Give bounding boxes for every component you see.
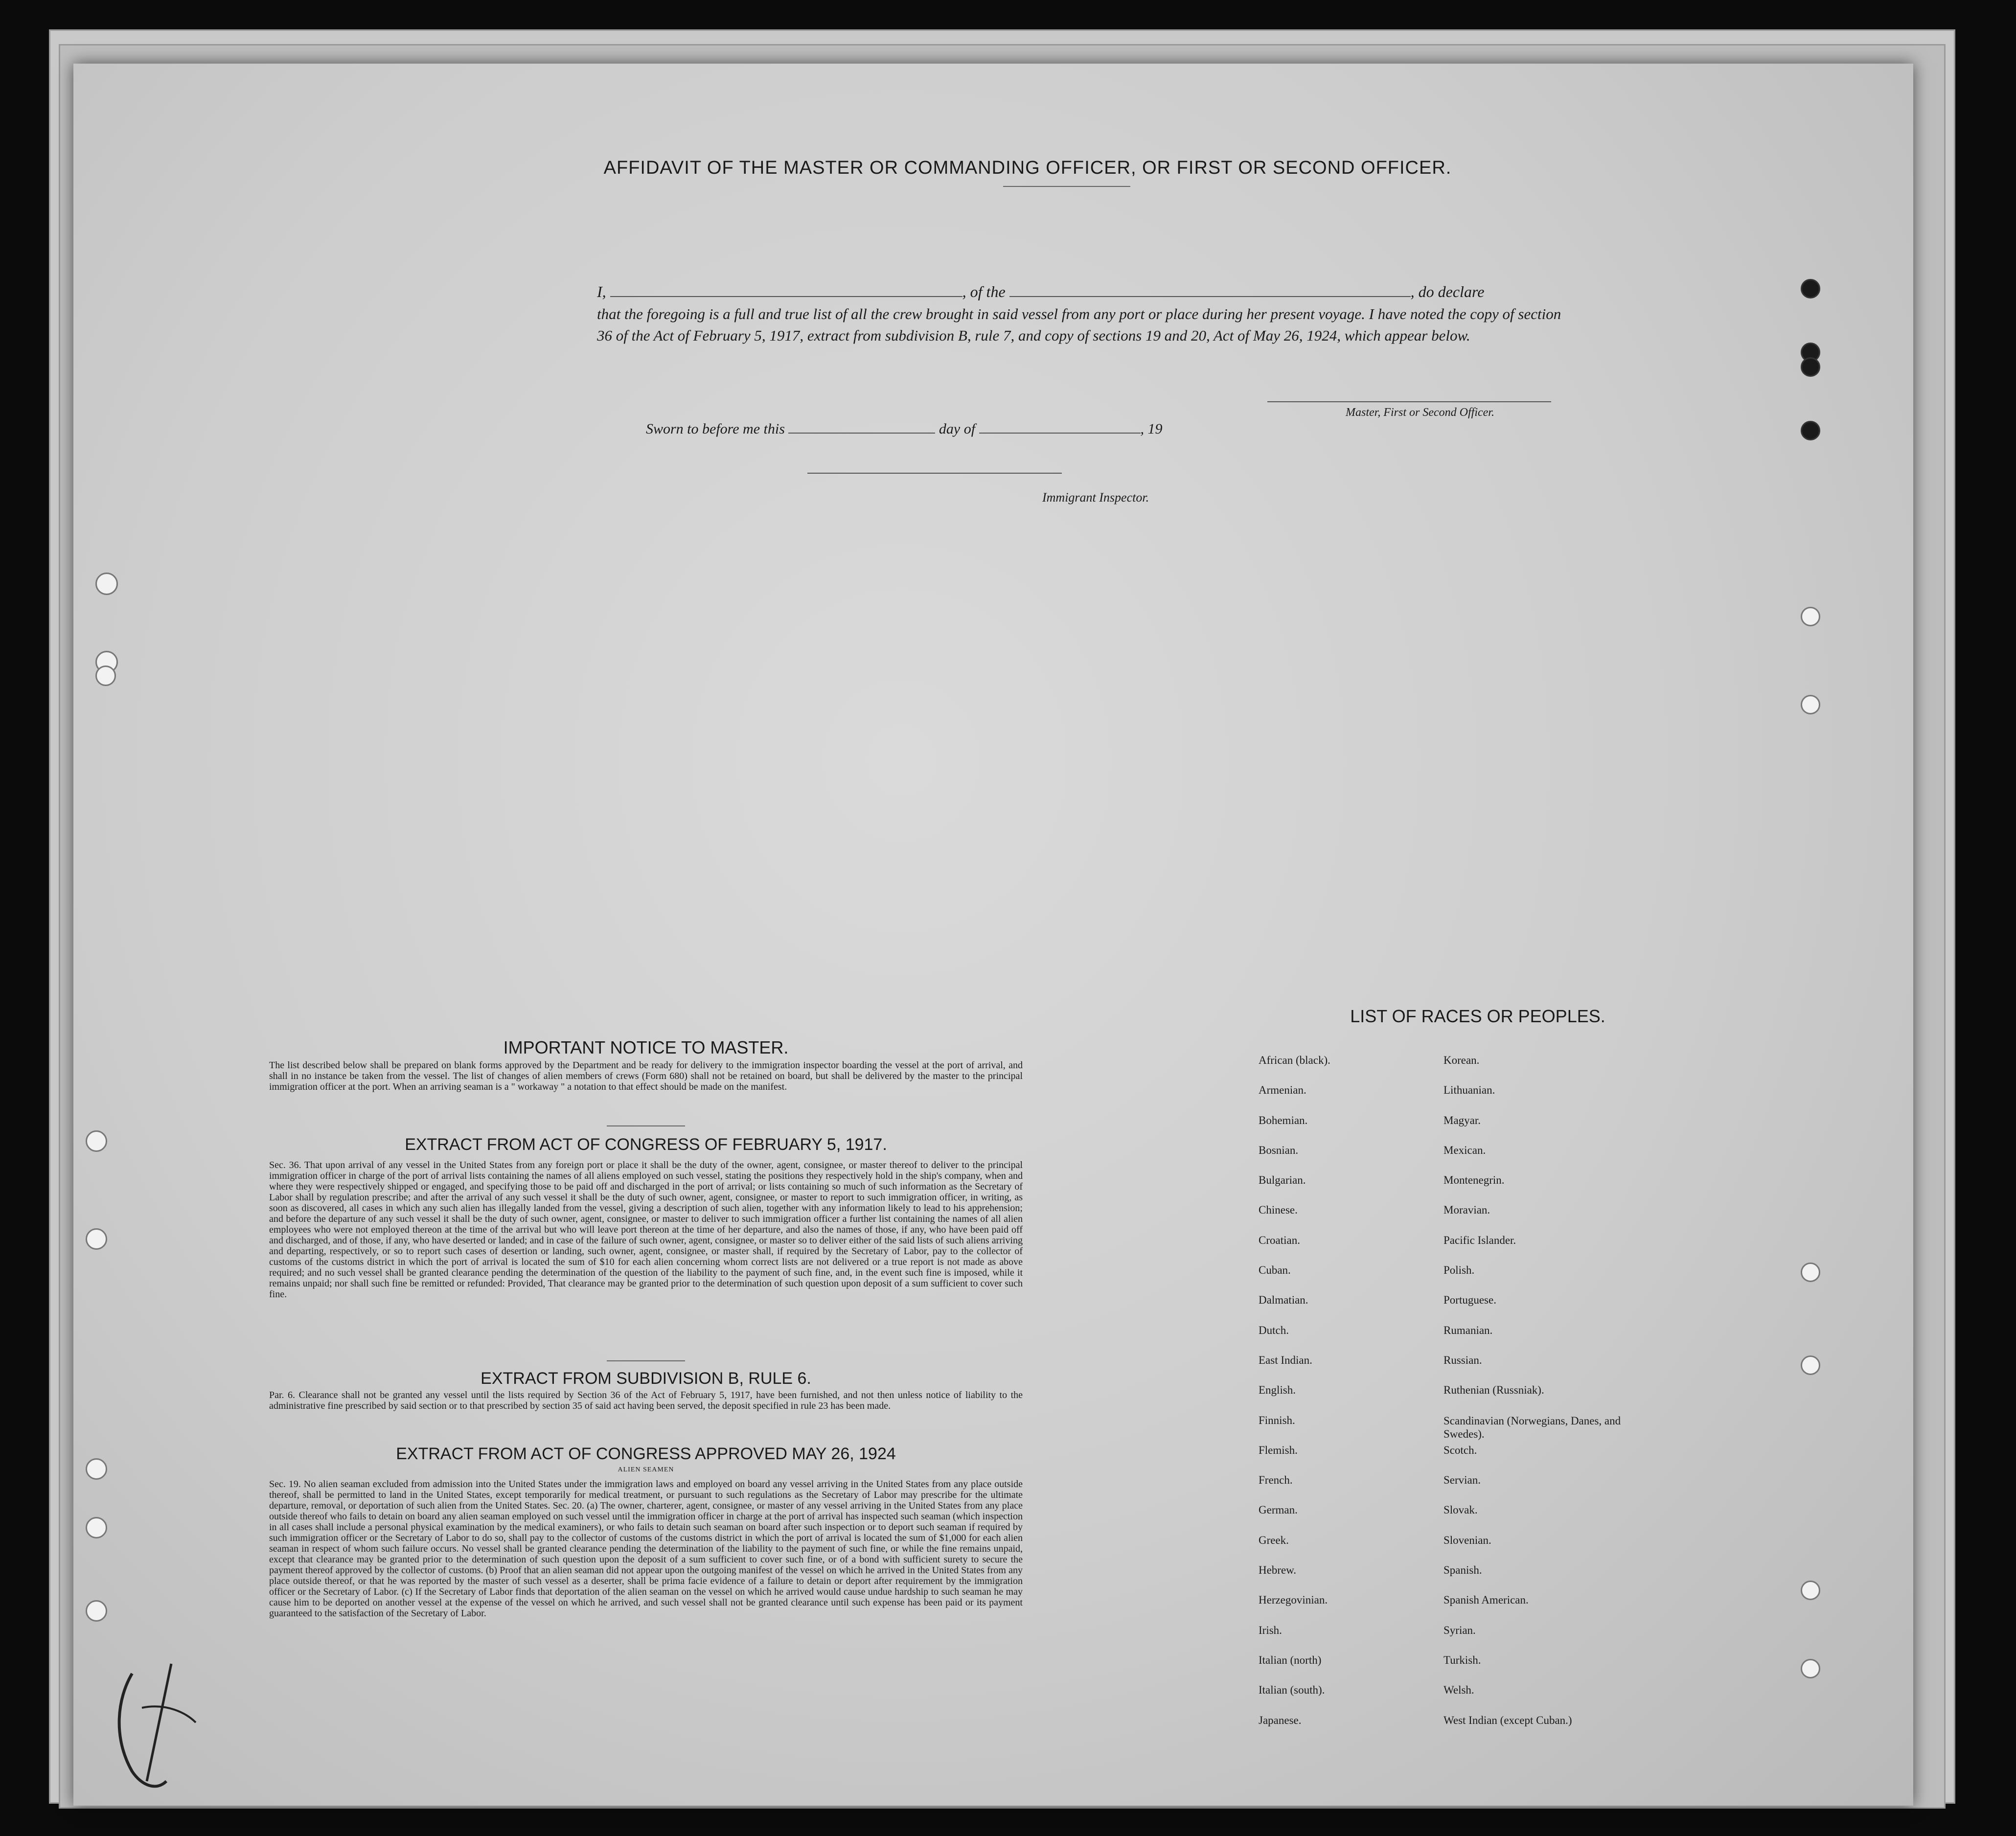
race-item: Slovenian.: [1443, 1534, 1491, 1546]
race-item: West Indian (except Cuban.): [1443, 1714, 1572, 1726]
race-item: Irish.: [1259, 1624, 1282, 1636]
race-item: Flemish.: [1259, 1444, 1298, 1456]
punch-hole: [1801, 357, 1820, 377]
race-item: Welsh.: [1443, 1684, 1474, 1697]
sworn-day-of: day of: [939, 421, 976, 437]
punch-hole: [86, 1130, 107, 1152]
race-item: Bosnian.: [1259, 1144, 1299, 1156]
month-blank: [979, 428, 1141, 434]
race-item: Rumanian.: [1443, 1324, 1493, 1336]
title-rule: [1003, 186, 1130, 187]
race-item: Bohemian.: [1259, 1114, 1308, 1126]
day-blank: [788, 428, 935, 434]
declaration-line: [597, 283, 1484, 301]
punch-hole: [95, 573, 118, 595]
sworn-line: [646, 421, 1163, 437]
decl-do-declare: , do declare: [1410, 283, 1485, 300]
race-item: Ruthenian (Russniak).: [1443, 1384, 1544, 1397]
notice-text: The list described below shall be prepared on blank forms approved by the Department and be ready for delivery to the immigration inspector boarding the vessel at the port of arrival, and shall in no instance be taken from the vessel. The list of changes of alien members of crews (Form 680) shall not be retained on board, but shall be delivered by the master to the principal immigration officer at the port. When an arriving seaman is a " workaway " a notation to that effect should be made on the manifest.: [269, 1060, 1023, 1092]
race-item: German.: [1259, 1504, 1298, 1516]
race-item: Pacific Islander.: [1443, 1234, 1516, 1246]
punch-hole: [1801, 1355, 1820, 1375]
race-item: Portuguese.: [1443, 1294, 1496, 1307]
inspector-label: Immigrant Inspector.: [1042, 490, 1149, 505]
race-item: Magyar.: [1443, 1114, 1481, 1126]
vessel-blank: [1009, 291, 1411, 297]
declaration-body: that the foregoing is a full and true list of all the crew brought in said vessel from any port or place during her present voyage. I have noted the copy of section 36 of the Act of February 5, 1917, extract from subdivision B, rule 7, and copy of sections 19 and 20, Act of May 26, 1924, which appear below.: [597, 305, 1561, 344]
rule6-text: Par. 6. Clearance shall not be granted any vessel until the lists required by Section 36 of the Act of February 5, 1917, have been furnished, and not then unless notice of liability to the administrative fine prescribed by said section or to that prescribed by section 35 of said act having been served, the deposit specified in rule 23 has been made.: [269, 1390, 1023, 1411]
master-signature-line: [1267, 401, 1551, 402]
section-rule: [607, 1125, 685, 1126]
race-item: Italian (south).: [1259, 1684, 1325, 1697]
punch-hole: [1801, 1262, 1820, 1282]
race-item: Slovak.: [1443, 1504, 1478, 1516]
extract-1924-text: Sec. 19. No alien seaman excluded from admission into the United States under the immigration laws and employed on board any vessel arriving in the United States from any place outside thereof, shall be permitted to land in the United States, except temporarily for medical treatment, or pursuant to such regulations as the Secretary of Labor may prescribe for the ultimate departure, removal, or deportation of such alien from the United States. Sec. 20. (a) The owner, charterer, agent, consignee, or master of any vessel arriving in the United States from any place outside thereof who fails to detain on board any alien seaman employed on such vessel until the immigration officer in charge at the port of arrival has inspected such seaman (which inspection in all cases shall include a personal physical examination by the medical examiners), or who fails to detain such seaman on board after such inspection or to deport such seaman if required by such immigration officer or the Secretary of Labor to do so, shall pay to the collector of customs of the customs district in which the port of arrival is located the sum of $1,000 for each alien seaman in respect of whom such failure occurs. No vessel shall be granted clearance pending the determination of the liability to the payment of such fine, or while the fine remains unpaid, except that clearance may be granted prior to the determination of such question upon the deposit of a sum sufficient to cover such fine, or of a bond with sufficient surety to secure the payment thereof approved by the collector of customs. (b) Proof that an alien seaman did not appear upon the outgoing manifest of the vessel on which he arrived in the United States from any place outside thereof, or that he was reported by the master of such vessel as a deserter, shall be prima facie evidence of a failure to detain or deport after requirement by the immigration officer or the Secretary of Labor. (c) If the Secretary of Labor finds that deportation of the alien seaman on the vessel on which he arrived would cause undue hardship to such seaman he may cause him to be deported on another vessel at the expense of the vessel on which he arrived, and such vessel shall not be granted clearance until such expense has been paid or its payment guaranteed to the satisfaction of the Secretary of Labor.: [269, 1479, 1023, 1619]
decl-of-the: , of the: [962, 283, 1006, 300]
race-item: Finnish.: [1259, 1414, 1295, 1426]
race-item: Turkish.: [1443, 1653, 1481, 1666]
rule6-title: EXTRACT FROM SUBDIVISION B, RULE 6.: [481, 1369, 811, 1388]
name-blank: [610, 291, 962, 297]
race-item: Polish.: [1443, 1264, 1475, 1277]
decl-i: I,: [597, 283, 606, 300]
extract-1924-title: EXTRACT FROM ACT OF CONGRESS APPROVED MAY 26, 1924: [396, 1445, 896, 1463]
race-item: Moravian.: [1443, 1204, 1490, 1216]
punch-hole: [86, 1600, 107, 1622]
races-column-2: [1443, 1054, 1629, 1744]
race-item: Japanese.: [1259, 1714, 1302, 1726]
punch-hole: [1801, 279, 1820, 298]
extract-1917-title: EXTRACT FROM ACT OF CONGRESS OF FEBRUARY 5, 1917.: [405, 1135, 887, 1154]
punch-hole: [86, 1517, 107, 1538]
race-item: Dutch.: [1259, 1324, 1289, 1336]
race-item: Spanish.: [1443, 1564, 1482, 1577]
race-item: Greek.: [1259, 1534, 1289, 1546]
race-item: Scandinavian (Norwegians, Danes, and Swedes).: [1443, 1414, 1621, 1440]
punch-hole: [86, 1228, 107, 1250]
race-item: Montenegrin.: [1443, 1174, 1505, 1187]
race-item: Korean.: [1443, 1054, 1480, 1066]
race-item: Hebrew.: [1259, 1564, 1297, 1577]
notice-title: IMPORTANT NOTICE TO MASTER.: [503, 1037, 789, 1057]
race-item: Dalmatian.: [1259, 1294, 1308, 1307]
extract-1924-subtitle: ALIEN SEAMEN: [618, 1466, 674, 1473]
race-item: English.: [1259, 1384, 1296, 1397]
sworn-prefix: Sworn to before me this: [646, 421, 785, 437]
race-item: Cuban.: [1259, 1264, 1291, 1277]
handwritten-mark: [113, 1659, 220, 1796]
race-item: Italian (north): [1259, 1653, 1322, 1666]
race-item: Croatian.: [1259, 1234, 1300, 1246]
race-item: Russian.: [1443, 1354, 1482, 1366]
race-item: East Indian.: [1259, 1354, 1312, 1366]
punch-hole: [1801, 421, 1820, 440]
master-signature-label: Master, First or Second Officer.: [1346, 406, 1494, 419]
punch-hole: [1801, 1581, 1820, 1600]
punch-hole: [95, 666, 116, 686]
inspector-signature-line: [807, 473, 1062, 474]
punch-hole: [1801, 695, 1820, 714]
race-item: Spanish American.: [1443, 1594, 1529, 1606]
race-item: Syrian.: [1443, 1624, 1476, 1636]
affidavit-title: AFFIDAVIT OF THE MASTER OR COMMANDING OFFICER, OR FIRST OR SECOND OFFICER.: [603, 158, 1452, 178]
race-item: Lithuanian.: [1443, 1084, 1495, 1097]
bleed-through-grid: [465, 470, 475, 488]
punch-hole: [1801, 607, 1820, 626]
race-item: Chinese.: [1259, 1204, 1298, 1216]
race-item: African (black).: [1259, 1054, 1330, 1066]
race-item: Armenian.: [1259, 1084, 1306, 1097]
race-item: Servian.: [1443, 1474, 1481, 1487]
race-item: Scotch.: [1443, 1444, 1477, 1456]
race-item: Mexican.: [1443, 1144, 1486, 1156]
races-title: LIST OF RACES OR PEOPLES.: [1350, 1006, 1605, 1026]
race-item: Herzegovinian.: [1259, 1594, 1328, 1606]
race-item: French.: [1259, 1474, 1293, 1487]
punch-hole: [86, 1458, 107, 1480]
sworn-year: , 19: [1140, 421, 1163, 437]
extract-1917-text: Sec. 36. That upon arrival of any vessel in the United States from any foreign port or place it shall be the duty of the owner, agent, consignee, or master thereof to deliver to the principal immigration officer in charge of the port of arrival lists containing the names of all aliens employed on such vessel, stating the positions they respectively hold in the ship's company, when and where they were respectively shipped or engaged, and specifying those to be paid off and discharged in the port of arrival; or lists containing so much of such information as the Secretary of Labor shall by regulation prescribe; and after the arrival of any such vessel it shall be the duty of such owner, agent, consignee, or master to report to such immigration officer, in writing, as soon as discovered, all cases in which any such alien has illegally landed from the vessel, giving a description of such alien, together with any information likely to lead to his apprehension; and before the departure of any such vessel it shall be the duty of such owner, agent, consignee, or master to deliver to such immigration officer a further list containing the names of all alien employees who were not employed thereon at the time of the arrival but who will leave port thereon at the time of her departure, and also the names of those, if any, who have been paid off and discharged, and of those, if any, who have deserted or landed; and in case of the failure of such owner, agent, consignee, or master so to deliver either of the said lists of such aliens arriving and departing, respectively, or so to report such cases of desertion or landing, such owner, agent, consignee, or master shall, if required by the Secretary of Labor, pay to the collector of customs of the customs district in which the port of arrival is located the sum of $10 for each alien concerning whom correct lists are not delivered or a true report is not made as above required; and no such vessel shall be granted clearance pending the determination of the question of the liability to the payment of such fine, and, in the event such fine is imposed, while it remains unpaid; nor shall such fine be remitted or refunded: Provided, That clearance may be granted prior to the determination of such question upon deposit of a sum sufficient to cover such fine.: [269, 1160, 1023, 1300]
race-item: Bulgarian.: [1259, 1174, 1306, 1187]
section-rule: [607, 1360, 685, 1361]
races-column-1: [1259, 1054, 1330, 1744]
punch-hole: [1801, 1659, 1820, 1678]
document-page: [73, 64, 1913, 1806]
